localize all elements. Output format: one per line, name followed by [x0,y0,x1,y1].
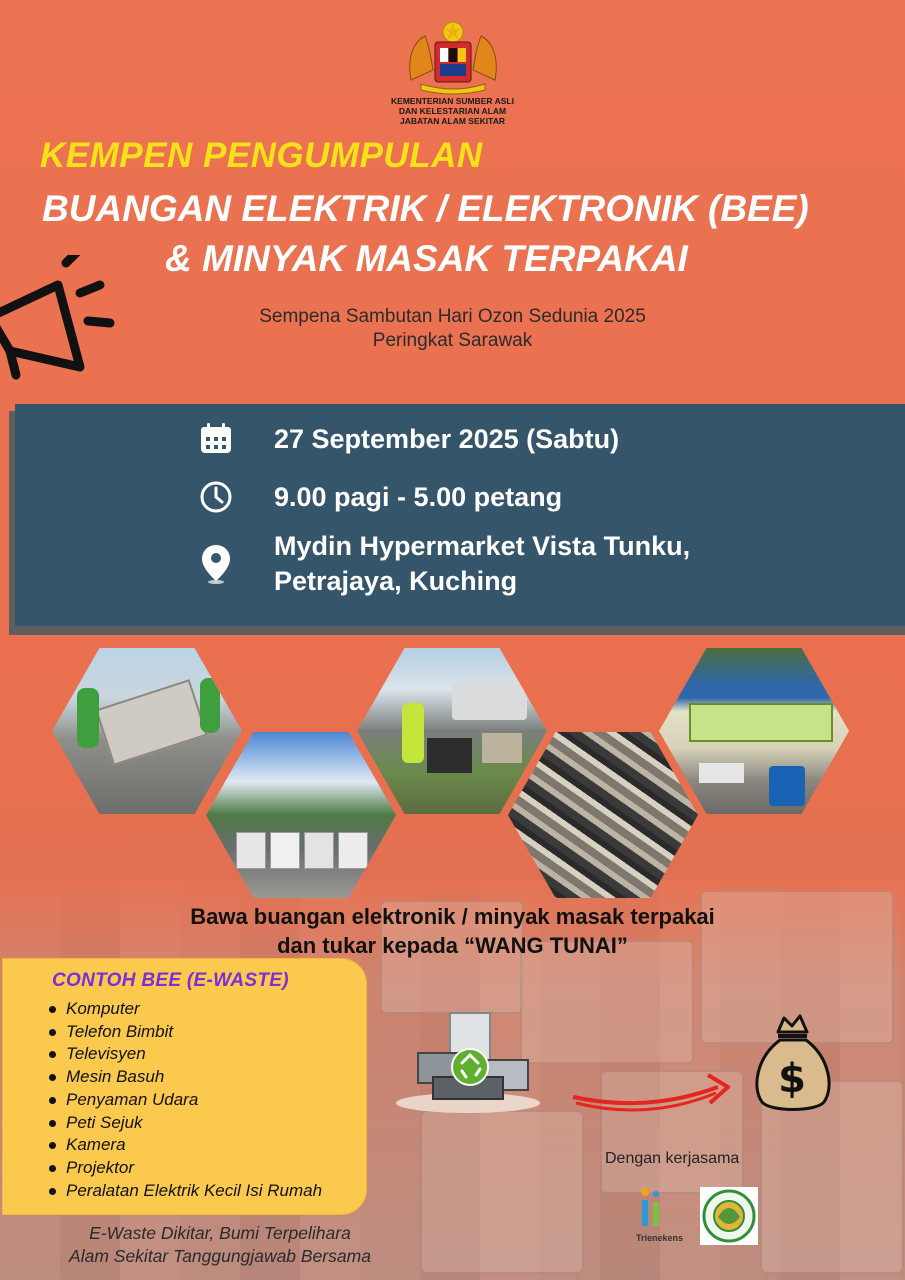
coat-of-arms-logo [403,18,503,98]
subtitle-line: Sempena Sambutan Hari Ozon Sedunia 2025 [259,306,646,327]
ministry-line: KEMENTERIAN SUMBER ASLI [391,96,514,106]
list-item: Penyaman Udara [48,1089,322,1112]
trienekens-name: Trienekens [636,1233,684,1243]
list-item: Televisyen [48,1043,322,1066]
arrow-right-icon [568,1065,738,1125]
tagline [0,1222,440,1268]
partner-seal-logo [700,1187,758,1245]
event-venue-line2: Petrajaya, Kuching [274,566,518,596]
event-venue-line1: Mydin Hypermarket Vista Tunku, [274,531,691,561]
photo-hex-collection-crowd [206,732,396,898]
calendar-icon [198,421,234,457]
photo-hex-cooking-oil-booth [659,648,849,814]
campaign-title-line2: BUANGAN ELEKTRIK / ELEKTRONIK (BEE) [42,188,809,229]
ministry-name [360,96,545,126]
list-item: Mesin Basuh [48,1066,322,1089]
clock-icon [198,479,234,515]
tagline-line: Alam Sekitar Tanggungjawab Bersama [69,1246,371,1266]
photo-hex-ewaste-pile [508,732,698,898]
list-item: Kamera [48,1134,322,1157]
partners-label: Dengan kerjasama [605,1150,740,1167]
subtitle-line: Peringkat Sarawak [372,330,533,351]
event-date: 27 September 2025 (Sabtu) [274,424,620,454]
megaphone-icon [0,255,120,390]
money-bag-icon [750,1010,835,1115]
photo-hex-tv-collection [357,648,547,814]
location-pin-icon [198,543,234,585]
event-time: 9.00 pagi - 5.00 petang [274,482,563,512]
cta-line: Bawa buangan elektronik / minyak masak terpakai [190,904,715,929]
tagline-line: E-Waste Dikitar, Bumi Terpelihara [89,1223,351,1243]
list-item: Peralatan Elektrik Kecil Isi Rumah [48,1180,322,1203]
bee-examples-list [48,998,322,1202]
list-item: Telefon Bimbit [48,1021,322,1044]
ewaste-recycle-icon [388,1005,548,1115]
campaign-title-line3: & MINYAK MASAK TERPAKAI [165,238,688,279]
subtitle [200,305,705,353]
ministry-line: DAN KELESTARIAN ALAM [398,106,507,116]
ministry-line: JABATAN ALAM SEKITAR [400,116,505,126]
call-to-action [100,902,805,960]
cta-line: dan tukar kepada “WANG TUNAI” [277,933,628,958]
list-item: Komputer [48,998,322,1021]
bee-examples-title: CONTOH BEE (E-WASTE) [52,970,289,991]
photo-hex-fridge-carry [52,648,242,814]
list-item: Peti Sejuk [48,1112,322,1135]
list-item: Projektor [48,1157,322,1180]
trienekens-logo [636,1186,666,1230]
campaign-title-line1: KEMPEN PENGUMPULAN [40,136,483,175]
svg-text:$: $ [778,1056,806,1102]
